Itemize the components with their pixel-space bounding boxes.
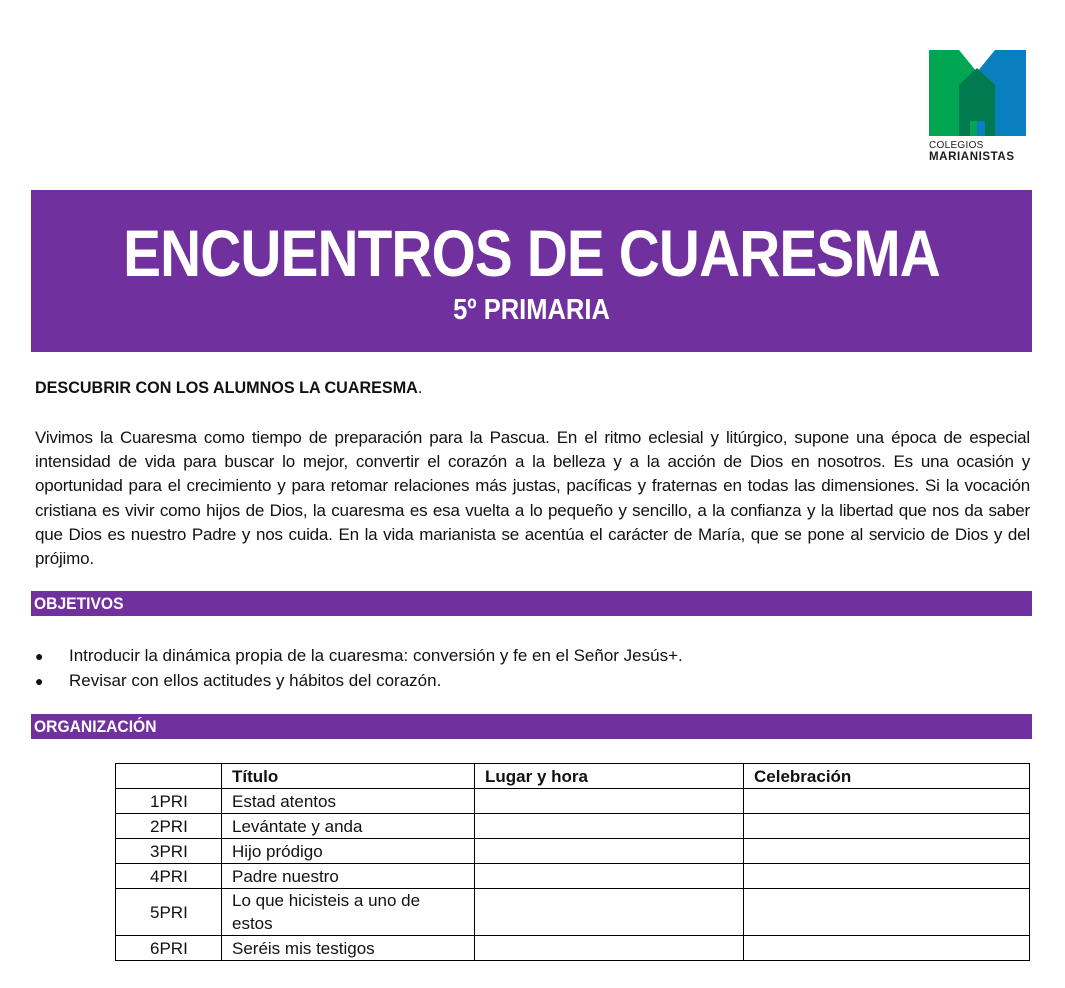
document-subtitle: 5º PRIMARIA	[453, 294, 610, 326]
organizacion-section-bar	[31, 714, 1032, 739]
row-celebracion[interactable]	[744, 839, 1030, 864]
intro-heading-text: DESCUBRIR CON LOS ALUMNOS LA CUARESMA	[35, 378, 418, 397]
column-header-lugar: Lugar y hora	[475, 764, 744, 789]
intro-heading-period: .	[417, 378, 423, 397]
row-code: 4PRI	[116, 864, 222, 889]
row-code: 5PRI	[116, 889, 222, 936]
title-banner	[31, 190, 1032, 352]
row-titulo: Estad atentos	[222, 789, 475, 814]
intro-heading	[35, 378, 422, 398]
list-item	[35, 644, 683, 669]
row-celebracion[interactable]	[744, 789, 1030, 814]
row-lugar[interactable]	[475, 839, 744, 864]
table-header-row	[116, 764, 1030, 789]
row-titulo: Seréis mis testigos	[222, 936, 475, 961]
row-celebracion[interactable]	[744, 936, 1030, 961]
row-titulo: Lo que hicisteis a uno de estos	[222, 889, 475, 936]
logo-m-icon	[929, 50, 1026, 136]
row-code: 3PRI	[116, 839, 222, 864]
table-row	[116, 936, 1030, 961]
logo-line-1: COLEGIOS	[929, 140, 984, 151]
bullet-icon: ●	[35, 672, 44, 689]
organizacion-table	[115, 763, 1030, 961]
list-item	[35, 669, 683, 694]
objetivos-heading: OBJETIVOS	[34, 594, 124, 613]
row-code: 1PRI	[116, 789, 222, 814]
bullet-icon: ●	[35, 648, 44, 664]
document-title: ENCUENTROS DE CUARESMA	[123, 216, 940, 290]
row-lugar[interactable]	[475, 889, 744, 936]
objective-text: Revisar con ellos actitudes y hábitos del corazón.	[69, 670, 442, 690]
objetivos-list	[35, 644, 683, 693]
organizacion-heading: ORGANIZACIÓN	[34, 717, 157, 736]
table-row	[116, 889, 1030, 936]
logo-line-2: MARIANISTAS	[929, 151, 1015, 163]
row-titulo: Levántate y anda	[222, 814, 475, 839]
objetivos-section-bar	[31, 591, 1032, 616]
table-row	[116, 864, 1030, 889]
table-row	[116, 839, 1030, 864]
row-celebracion[interactable]	[744, 864, 1030, 889]
row-code: 2PRI	[116, 814, 222, 839]
row-lugar[interactable]	[475, 864, 744, 889]
objective-text: Introducir la dinámica propia de la cuaresma: conversión y fe en el Señor Jesús+.	[69, 646, 683, 665]
row-titulo: Hijo pródigo	[222, 839, 475, 864]
colegios-marianistas-logo	[929, 50, 1026, 163]
row-titulo: Padre nuestro	[222, 864, 475, 889]
table-row	[116, 789, 1030, 814]
column-header-code	[116, 764, 222, 789]
row-lugar[interactable]	[475, 814, 744, 839]
row-celebracion[interactable]	[744, 889, 1030, 936]
column-header-titulo: Título	[222, 764, 475, 789]
row-code: 6PRI	[116, 936, 222, 961]
row-lugar[interactable]	[475, 789, 744, 814]
row-lugar[interactable]	[475, 936, 744, 961]
intro-paragraph: Vivimos la Cuaresma como tiempo de preparación para la Pascua. En el ritmo eclesial y litúrgico, supone una época de especial intensidad de vida para buscar lo mejor, convertir el corazón a la belleza y a la acción de Dios en nosotros. Es una ocasión y oportunidad para el crecimiento y para retomar relaciones más justas, pacíficas y fraternas en todas las dimensiones. Si la vocación cristiana es vivir como hijos de Dios, la cuaresma es esa vuelta a lo pequeño y sencillo, a la confianza y la libertad que nos da saber que Dios es nuestro Padre y nos cuida. En la vida marianista se acentúa el carácter de María, que se pone al servicio de Dios y del prójimo.	[35, 428, 1030, 569]
table-row	[116, 814, 1030, 839]
row-celebracion[interactable]	[744, 814, 1030, 839]
column-header-celebracion: Celebración	[744, 764, 1030, 789]
